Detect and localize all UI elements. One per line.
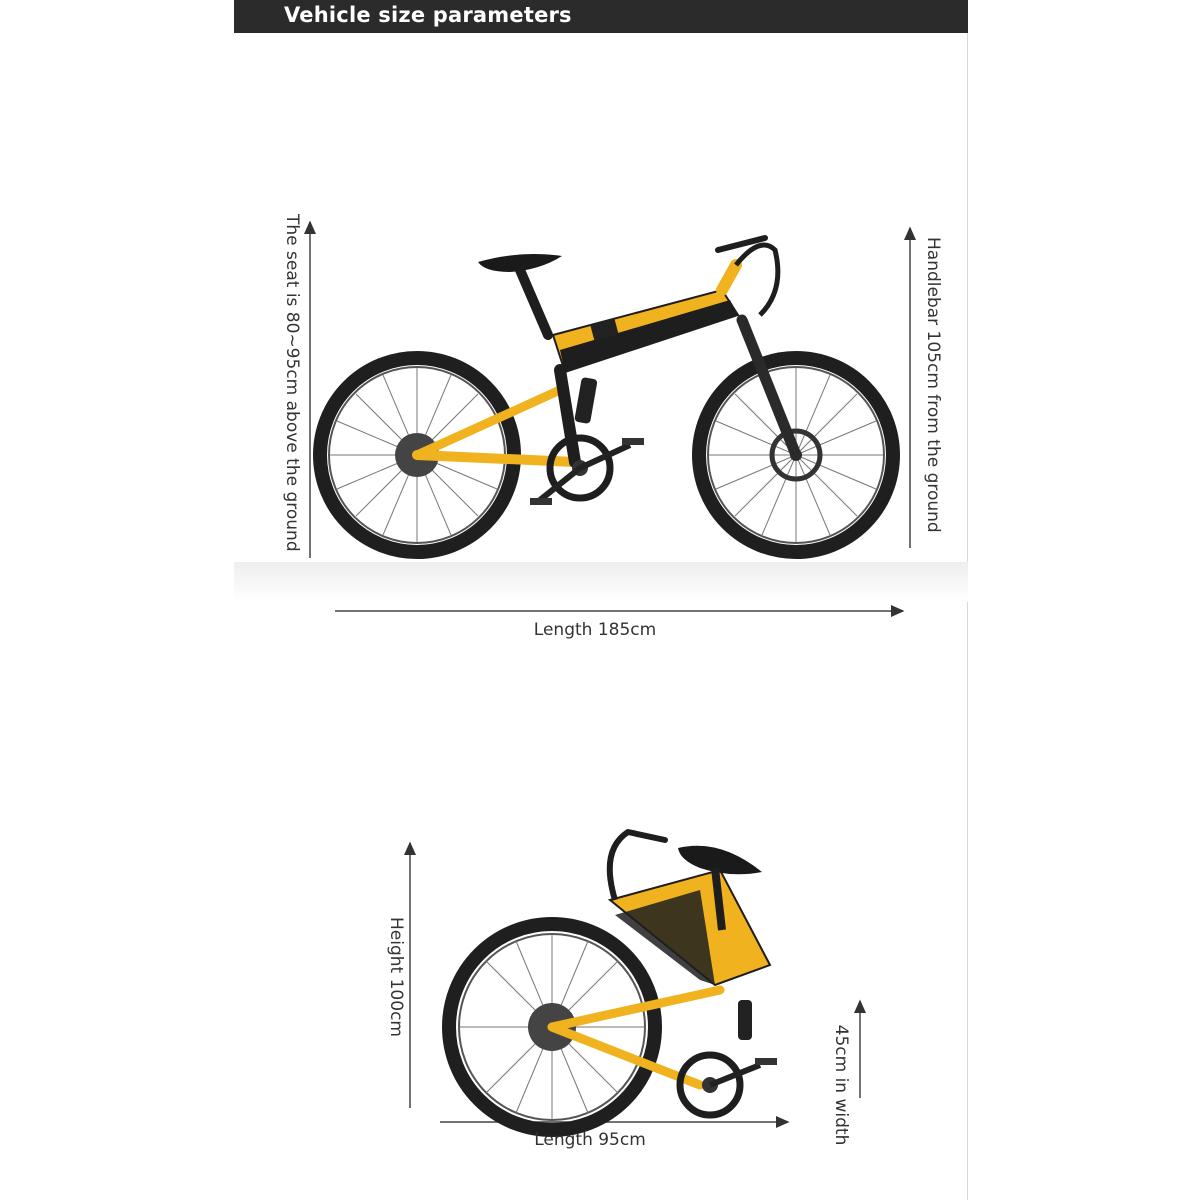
folded-width-label: 45cm in width (831, 1024, 851, 1146)
page-title: Vehicle size parameters (284, 3, 572, 27)
seat-height-label: The seat is 80~95cm above the ground (282, 214, 302, 552)
saddle (478, 254, 562, 272)
floor-shadow (234, 562, 968, 602)
length-label: Length 185cm (533, 620, 657, 640)
front-fork (742, 320, 796, 455)
folded-bike-illustration (449, 832, 777, 1130)
handlebar-height-label: Handlebar 105cm from the ground (923, 237, 943, 533)
unfolded-bike-illustration (320, 238, 893, 552)
folded-saddle (678, 846, 762, 875)
folded-length-label: Length 95cm (534, 1130, 646, 1150)
folded-height-label: Height 100cm (386, 917, 406, 1037)
